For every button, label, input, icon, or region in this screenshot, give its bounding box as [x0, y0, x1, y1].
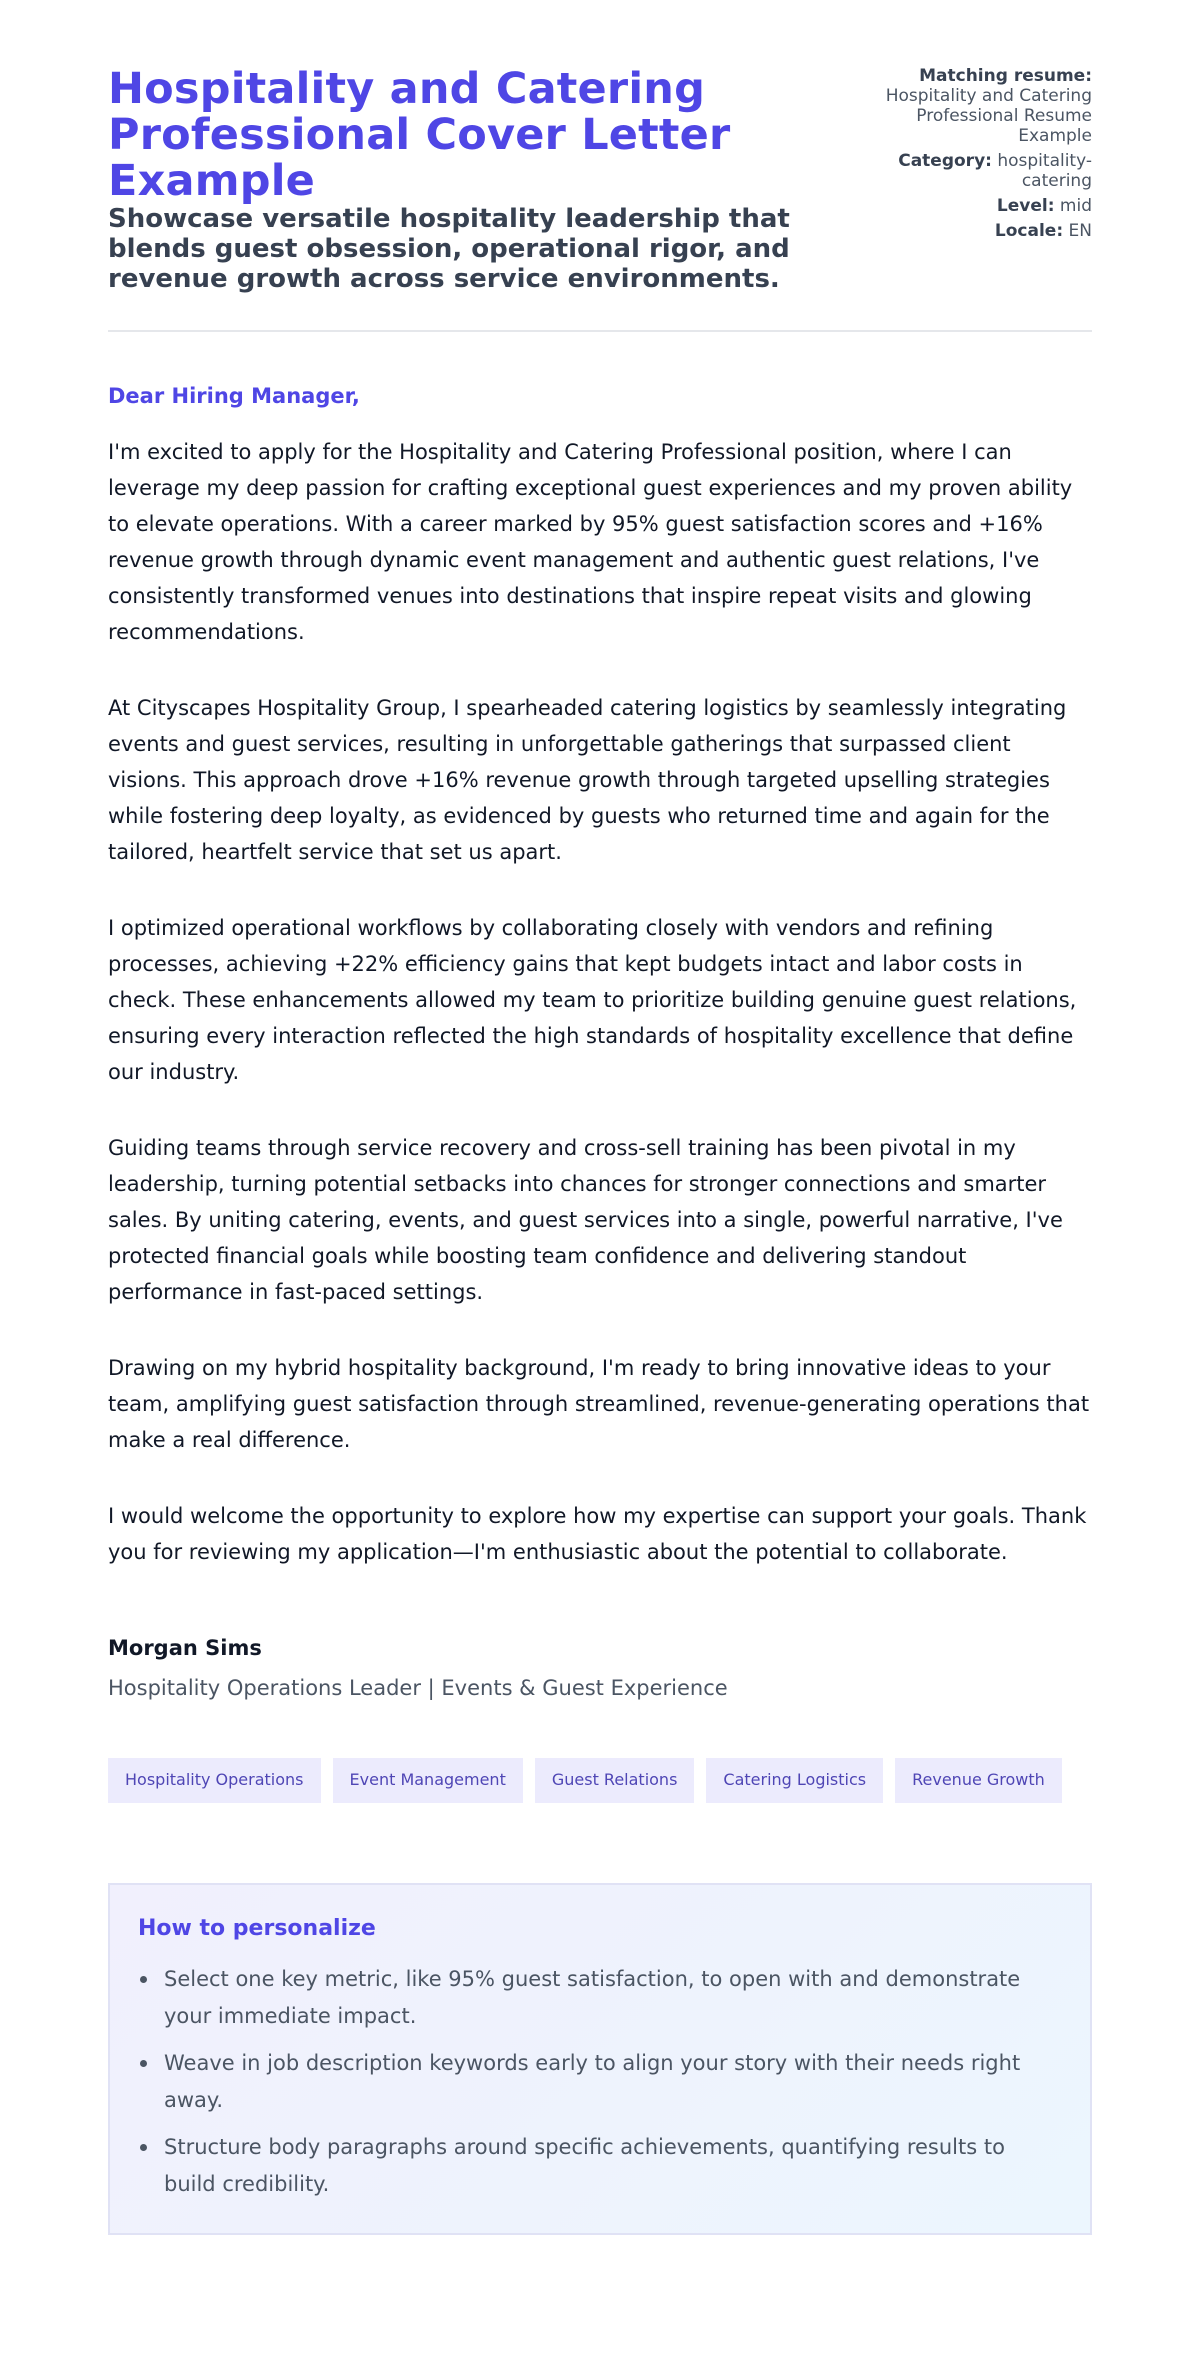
- skill-tag-event-management[interactable]: Event Management: [333, 1758, 523, 1803]
- letter-paragraphs: [108, 434, 1092, 1570]
- meta-category: [862, 151, 1092, 191]
- bullet-icon: [140, 2144, 147, 2151]
- letter-paragraph: At Cityscapes Hospitality Group, I spearheaded catering logistics by seamlessly integrating events and guest services, resulting in unforgettable gatherings that surpassed client visions. This approach drove +16% revenue growth through targeted upselling strategies while fostering deep loyalty, as evidenced by guests who returned time and again for the tailored, heartfelt service that set us apart.: [108, 696, 1067, 864]
- meta-locale-value: EN: [1068, 221, 1092, 241]
- tips-list-item: [138, 2129, 1062, 2203]
- page-title: Hospitality and Catering Professional Cover Letter Example: [108, 64, 731, 206]
- signature-block: [108, 1634, 1092, 1702]
- letter-greeting: Dear Hiring Manager,: [108, 384, 360, 408]
- skill-tag-hospitality-operations[interactable]: Hospitality Operations: [108, 1758, 321, 1803]
- letter-paragraph: I would welcome the opportunity to explore how my expertise can support your goals. Thank you for reviewing my application—I'm enthusiastic about the potential to collaborate.: [108, 1504, 1087, 1564]
- meta-category-label: Category:: [898, 151, 992, 171]
- skill-tag-guest-relations[interactable]: Guest Relations: [535, 1758, 695, 1803]
- tips-title: How to personalize: [138, 1916, 376, 1941]
- letter-paragraph: I'm excited to apply for the Hospitality and Catering Professional position, where I can leverage my deep passion for crafting exceptional guest experiences and my proven ability to elevate operations. With a career marked by 95% guest satisfaction scores and +16% revenue growth through dynamic event management and authentic guest relations, I've consistently transformed venues into destinations that inspire repeat visits and glowing recommendations.: [108, 440, 1073, 644]
- letter-body: [108, 382, 1092, 1570]
- page-subtitle: Showcase versatile hospitality leadership that blends guest obsession, operational rigor, and revenue growth across service environments.: [108, 204, 790, 294]
- meta-panel: [862, 66, 1092, 246]
- tips-list-item: [138, 2045, 1062, 2119]
- meta-matching-resume-value: Hospitality and Catering Professional Resume Example: [885, 86, 1092, 146]
- meta-locale-label: Locale:: [994, 221, 1064, 241]
- meta-category-value: hospitality-catering: [997, 151, 1092, 191]
- page-header: [108, 66, 1092, 332]
- cover-letter-page: [108, 0, 1092, 2295]
- skill-tag-revenue-growth[interactable]: Revenue Growth: [895, 1758, 1062, 1803]
- meta-matching-resume: [862, 66, 1092, 146]
- bullet-icon: [140, 1976, 147, 1983]
- personalize-tips-box: [108, 1883, 1092, 2235]
- letter-paragraph: Drawing on my hybrid hospitality background, I'm ready to bring innovative ideas to your team, amplifying guest satisfaction through streamlined, revenue-generating operations that make a real difference.: [108, 1356, 1090, 1452]
- meta-level: [862, 196, 1092, 216]
- meta-level-value: mid: [1059, 196, 1092, 216]
- meta-matching-resume-label: Matching resume:: [919, 66, 1092, 86]
- tips-list: [138, 1961, 1062, 2203]
- letter-paragraph: Guiding teams through service recovery and cross-sell training has been pivotal in my leadership, turning potential setbacks into chances for stronger connections and smarter sales. By uniting catering, events, and guest services into a single, powerful narrative, I've protected financial goals while boosting team confidence and delivering standout performance in fast-paced settings.: [108, 1136, 1063, 1304]
- header-title-block: [108, 66, 808, 294]
- tips-list-item: [138, 1961, 1062, 2035]
- skill-tag-catering-logistics[interactable]: Catering Logistics: [706, 1758, 883, 1803]
- tips-item-text: Select one key metric, like 95% guest satisfaction, to open with and demonstrate your immediate impact.: [164, 1967, 1021, 2028]
- signature-name: Morgan Sims: [108, 1636, 262, 1660]
- skill-tags: [108, 1758, 1092, 1803]
- meta-level-label: Level:: [996, 196, 1055, 216]
- tips-item-text: Weave in job description keywords early to align your story with their needs right away.: [164, 2051, 1021, 2112]
- tips-item-text: Structure body paragraphs around specific achievements, quantifying results to build credibility.: [164, 2135, 1005, 2196]
- signature-title: Hospitality Operations Leader | Events & Guest Experience: [108, 1676, 728, 1700]
- letter-paragraph: I optimized operational workflows by collaborating closely with vendors and refining processes, achieving +22% efficiency gains that kept budgets intact and labor costs in check. These enhancements allowed my team to prioritize building genuine guest relations, ensuring every interaction reflected the high standards of hospitality excellence that define our industry.: [108, 916, 1077, 1084]
- bullet-icon: [140, 2060, 147, 2067]
- meta-locale: [862, 221, 1092, 241]
